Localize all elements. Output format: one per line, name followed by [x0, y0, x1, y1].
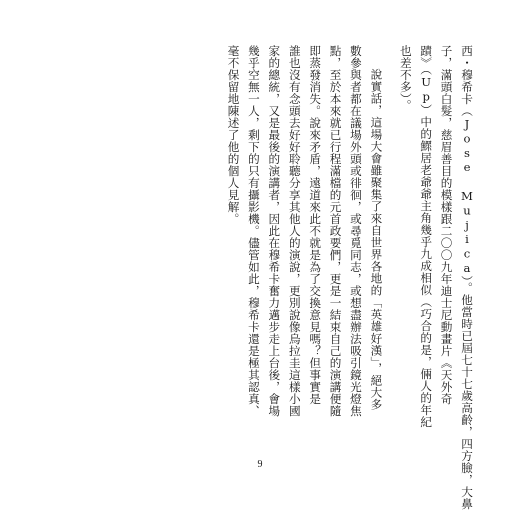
- text-line: 毫不保留地陳述了他的個人見解。: [226, 45, 241, 225]
- text-line: 蹟》（Up）中的鰥居老爺爺主角幾乎九成相似（巧合的是，倆人的年紀: [419, 45, 434, 428]
- paragraph-gap: [386, 45, 395, 365]
- text-line: 點，至於本來就已行程滿檔的元首政要們，更是一結束自己的演講便隨: [328, 45, 343, 417]
- page-number: 9: [257, 459, 263, 470]
- paragraph-1: [395, 45, 477, 510]
- text-line: 西・穆希卡（Jose Mujica）。他當時已屆七十七歲高齡，四方臉，大鼻: [460, 45, 474, 510]
- text-line-content: 說實話，這場大會雖聚集了來自世界各地的「英雄好漢」，絕大多: [369, 68, 384, 411]
- text-line: 子，滿頭白髮，慈眉善目的模樣跟二〇〇九年迪士尼動畫片《天外奇: [439, 45, 454, 405]
- text-line: 家的總統，又是最後的演講者，因此在穆希卡奮力邁步走上台後，會場: [267, 45, 282, 417]
- text-line: 幾乎空無一人，剩下的只有攝影機。儘管如此，穆希卡還是極其認真、: [246, 45, 261, 417]
- text-line: [366, 45, 386, 411]
- text-line: 數參與者都在議場外頭或徘徊，或尋覓同志，或想盡辦法吸引鏡光燈焦: [348, 45, 363, 417]
- text-line: 誰也沒有念頭去好好聆聽分享其他人的演說，更別說像烏拉圭這樣小國: [287, 45, 302, 417]
- text-line: 即蒸發消失。說來矛盾，遠道來此不就是為了交換意見嗎？但事實是: [308, 45, 323, 405]
- paragraph-2: [223, 45, 386, 417]
- text-line: 也差不多）。: [398, 45, 413, 112]
- vertical-text-body: [223, 45, 477, 510]
